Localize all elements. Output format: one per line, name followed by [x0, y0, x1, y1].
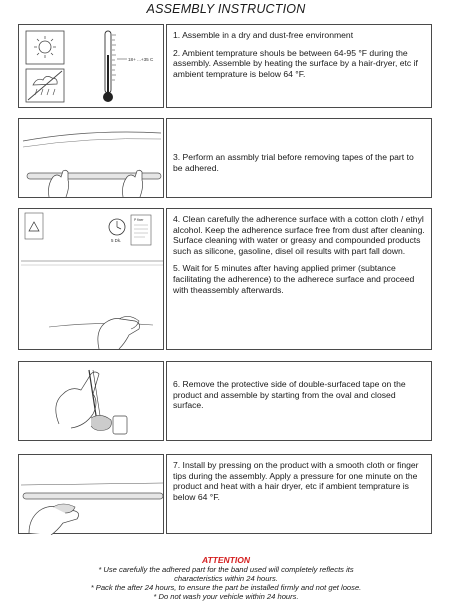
- step-2-text: 2. Ambient temprature shouls be between 64-95 °F during the assembly. Assemble by heating the surface by a hair-dryer, etc if ambient temprature is below 64 °F.: [173, 47, 418, 79]
- installed-strip: [23, 493, 163, 499]
- illustration-environment: [18, 24, 164, 108]
- step-row-7: [18, 454, 432, 534]
- warning-icon: [29, 222, 39, 231]
- step-row-1-2: [18, 24, 432, 108]
- sun-icon: [26, 31, 64, 64]
- cleaning-hand-icon: [98, 319, 140, 350]
- step-1-text: 1. Assemble in a dry and dust-free environment: [173, 30, 354, 40]
- step-7-text: 7. Install by pressing on the product with a smooth cloth or finger tips during the assembly. Apply a pressure for one minute on the product and heat with a hair dryer, etc if ambient temprature is below 64 °F.: [173, 460, 419, 502]
- illustration-press-install: [18, 454, 164, 534]
- alcohol-bottle-icon: [25, 213, 43, 239]
- clock-label: 5 Dk.: [111, 238, 122, 243]
- emblem-part-icon: [113, 416, 127, 434]
- step-row-3: [18, 118, 432, 198]
- attention-note: * Do not wash your vehicle within 24 hours.: [153, 592, 299, 601]
- step-3-text: 3. Perform an assmbly trial before removing tapes of the part to be adhered.: [173, 152, 414, 173]
- step-4-5-text: [166, 208, 432, 350]
- page-title: ASSEMBLY INSTRUCTION: [146, 2, 306, 16]
- step-row-4-5: [18, 208, 432, 350]
- step-1-2-text: [166, 24, 432, 108]
- step-3-text-box: [166, 118, 432, 198]
- illustration-remove-tape: [18, 361, 164, 441]
- step-row-6: [18, 361, 432, 441]
- illustration-trial-fit: [18, 118, 164, 198]
- attention-note: * Pack the after 24 hours, to ensure the part be installed firmly and not get loose.: [90, 583, 362, 592]
- primer-card-label: P fixer: [134, 218, 144, 222]
- attention-heading: ATTENTION: [201, 555, 250, 565]
- step-6-text-box: [166, 361, 432, 441]
- step-6-text: 6. Remove the protective side of double-surfaced tape on the product and assemble by starting from the oval and closed surface.: [173, 379, 406, 411]
- thermometer-label: 18+ ...+35 C: [128, 57, 154, 62]
- step-7-text-box: [166, 454, 432, 534]
- illustration-clean-primer: [18, 208, 164, 350]
- step-4-text: 4. Clean carefully the adherence surface with a cotton cloth / ethyl alcohol. Keep the adherence surface free from dust after cleaning. Surface cleaning with water or greasy and compounded products such as silicone, gasoline, disel oil results with part fall down.: [173, 214, 425, 256]
- attention-notes: [0, 565, 452, 601]
- step-5-text: 5. Wait for 5 minutes after having applied primer (subtance facilitating the adherence) to the adherece surface and proceed with theassembly afterwards.: [173, 263, 415, 295]
- attention-note: * Use carefully the adhered part for the band used will completely reflects its: [98, 565, 354, 574]
- attention-note: characteristics within 24 hours.: [174, 574, 278, 583]
